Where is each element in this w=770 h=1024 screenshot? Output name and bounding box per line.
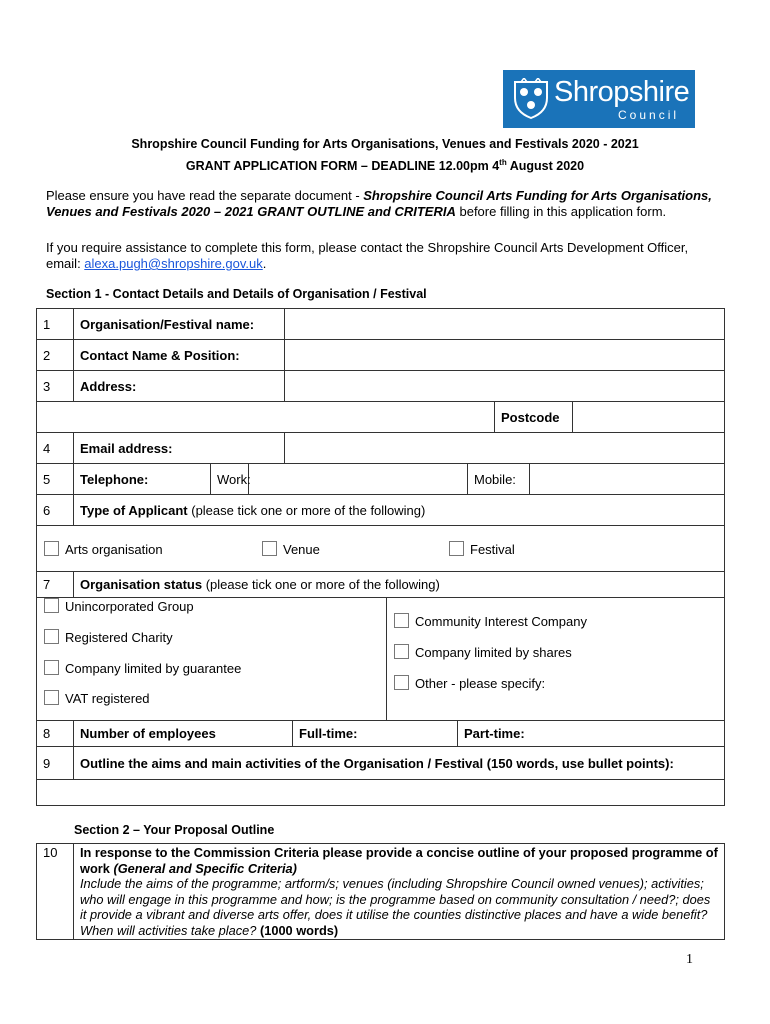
document-title: Shropshire Council Funding for Arts Organisations, Venues and Festivals 2020 - 2021 xyxy=(131,137,639,151)
checkbox-icon[interactable] xyxy=(44,541,59,556)
contact-table xyxy=(36,308,725,402)
checkbox-icon[interactable] xyxy=(44,629,59,644)
row-label-bold: Organisation status xyxy=(80,577,203,592)
option-vat-registered[interactable] xyxy=(44,690,150,706)
row-label: Number of employees xyxy=(74,721,293,747)
address-field[interactable] xyxy=(285,371,725,402)
full-time-field[interactable]: Full-time: xyxy=(293,721,458,747)
email-table xyxy=(36,432,725,464)
row-number: 5 xyxy=(37,464,74,495)
work-phone-field[interactable] xyxy=(249,464,468,495)
row-label: Telephone: xyxy=(74,464,211,495)
question-word-limit: (1000 words) xyxy=(256,922,339,938)
row-number: 9 xyxy=(37,747,74,780)
row-number: 7 xyxy=(37,572,74,598)
row-note: (please tick one or more of the following) xyxy=(187,502,426,518)
crest-icon xyxy=(511,78,551,120)
question-criteria: (General and Specific Criteria) xyxy=(113,860,297,876)
aims-answer-field[interactable] xyxy=(37,780,725,806)
section-2-heading: Section 2 – Your Proposal Outline xyxy=(74,823,275,837)
row-number: 3 xyxy=(37,371,74,402)
logo-subtitle: Council xyxy=(618,108,680,122)
proposal-question xyxy=(74,844,725,940)
row-contact-name xyxy=(37,340,725,371)
row-label: Organisation/Festival name: xyxy=(74,309,285,340)
checkbox-icon[interactable] xyxy=(44,598,59,613)
checkbox-icon[interactable] xyxy=(44,690,59,705)
row-organisation-name xyxy=(37,309,725,340)
row-label: Contact Name & Position: xyxy=(74,340,285,371)
row-note: (please tick one or more of the following) xyxy=(202,577,440,592)
mobile-phone-field[interactable] xyxy=(530,464,725,495)
work-label: Work: xyxy=(211,464,249,495)
row-label: Outline the aims and main activities of the Organisation / Festival (150 words, use bullet points): xyxy=(74,747,725,780)
option-label: Company limited by guarantee xyxy=(65,661,242,676)
postcode-table xyxy=(36,401,725,433)
option-community-interest-company[interactable] xyxy=(394,613,587,629)
row-number: 8 xyxy=(37,721,74,747)
option-label: Arts organisation xyxy=(65,542,163,557)
intro-text-end: before filling in this application form. xyxy=(455,204,667,219)
section-1-heading: Section 1 - Contact Details and Details of Organisation / Festival xyxy=(46,287,427,301)
checkbox-icon[interactable] xyxy=(394,675,409,690)
question-guidance: Include the aims of the programme; artform/s; venues (including Shropshire Council owned venues); activities; who will engage in this programme and how; is the programme based on community consultation / need?; does it provide a vibrant and diverse arts offer, does it utilise the counties distinctive places and have a wide benefit? When will activities take place? xyxy=(80,876,711,938)
part-time-field[interactable]: Part-time: xyxy=(458,721,725,747)
telephone-table xyxy=(36,463,725,495)
checkbox-icon[interactable] xyxy=(449,541,464,556)
employees-table xyxy=(36,720,725,747)
page-number: 1 xyxy=(686,952,693,967)
row-address xyxy=(37,371,725,402)
row-number: 2 xyxy=(37,340,74,371)
option-label: Festival xyxy=(470,542,515,557)
subtitle-text: GRANT APPLICATION FORM – DEADLINE 12.00pm 4 xyxy=(185,159,500,174)
question-text: In response to the Commission Criteria please provide a concise outline of your proposed programme of work xyxy=(80,845,718,876)
option-arts-organisation[interactable] xyxy=(44,541,163,557)
option-label: Other - please specify: xyxy=(415,676,546,691)
shropshire-council-logo xyxy=(503,70,695,128)
intro-document-title: Shropshire Council Arts Funding for Arts Organisations, Venues and Festivals 2020 – 2021 GRANT OUTLINE and CRITERIA xyxy=(46,188,712,219)
aims-table xyxy=(36,746,725,806)
intro-text: Please ensure you have read the separate document - xyxy=(46,188,364,203)
organisation-name-field[interactable] xyxy=(285,309,725,340)
assistance-text: If you require assistance to complete this form, please contact the Shropshire Council Arts Development Officer, email: xyxy=(46,240,689,271)
contact-name-field[interactable] xyxy=(285,340,725,371)
row-number: 1 xyxy=(37,309,74,340)
checkbox-icon[interactable] xyxy=(394,644,409,659)
row-label: Address: xyxy=(74,371,285,402)
option-company-limited-shares[interactable] xyxy=(394,644,572,660)
option-label: Registered Charity xyxy=(65,630,173,645)
postcode-label: Postcode xyxy=(495,402,573,433)
address-line-field[interactable] xyxy=(37,402,495,433)
assistance-end: . xyxy=(262,256,267,271)
option-unincorporated-group[interactable] xyxy=(44,598,194,614)
subtitle-date: August 2020 xyxy=(506,159,585,174)
row-label-bold: Type of Applicant xyxy=(80,502,188,518)
logo-wordmark: Shropshire xyxy=(554,76,690,108)
option-label: Venue xyxy=(283,542,320,557)
row-number: 4 xyxy=(37,433,74,464)
email-field[interactable] xyxy=(285,433,725,464)
checkbox-icon[interactable] xyxy=(394,613,409,628)
checkbox-icon[interactable] xyxy=(262,541,277,556)
subtitle-sup: th xyxy=(499,158,507,167)
option-label: Company limited by shares xyxy=(415,645,572,660)
row-number: 10 xyxy=(37,844,74,940)
mobile-label: Mobile: xyxy=(468,464,530,495)
option-company-limited-guarantee[interactable] xyxy=(44,660,241,676)
option-festival[interactable] xyxy=(449,541,515,557)
option-label: Unincorporated Group xyxy=(65,599,194,614)
postcode-field[interactable] xyxy=(573,402,725,433)
contact-email-link[interactable]: alexa.pugh@shropshire.gov.uk xyxy=(84,256,263,271)
row-number: 6 xyxy=(37,495,74,526)
option-venue[interactable] xyxy=(262,541,320,557)
assistance-paragraph xyxy=(46,240,716,272)
option-other[interactable] xyxy=(394,675,545,691)
proposal-table xyxy=(36,843,725,940)
row-label xyxy=(74,495,725,526)
row-label: Email address: xyxy=(74,433,285,464)
option-registered-charity[interactable] xyxy=(44,629,173,645)
row-label xyxy=(74,572,725,598)
applicant-type-table xyxy=(36,494,725,572)
checkbox-icon[interactable] xyxy=(44,660,59,675)
option-label: Community Interest Company xyxy=(415,614,587,629)
intro-paragraph xyxy=(46,188,716,220)
option-label: VAT registered xyxy=(65,691,150,706)
document-subtitle xyxy=(0,158,770,173)
